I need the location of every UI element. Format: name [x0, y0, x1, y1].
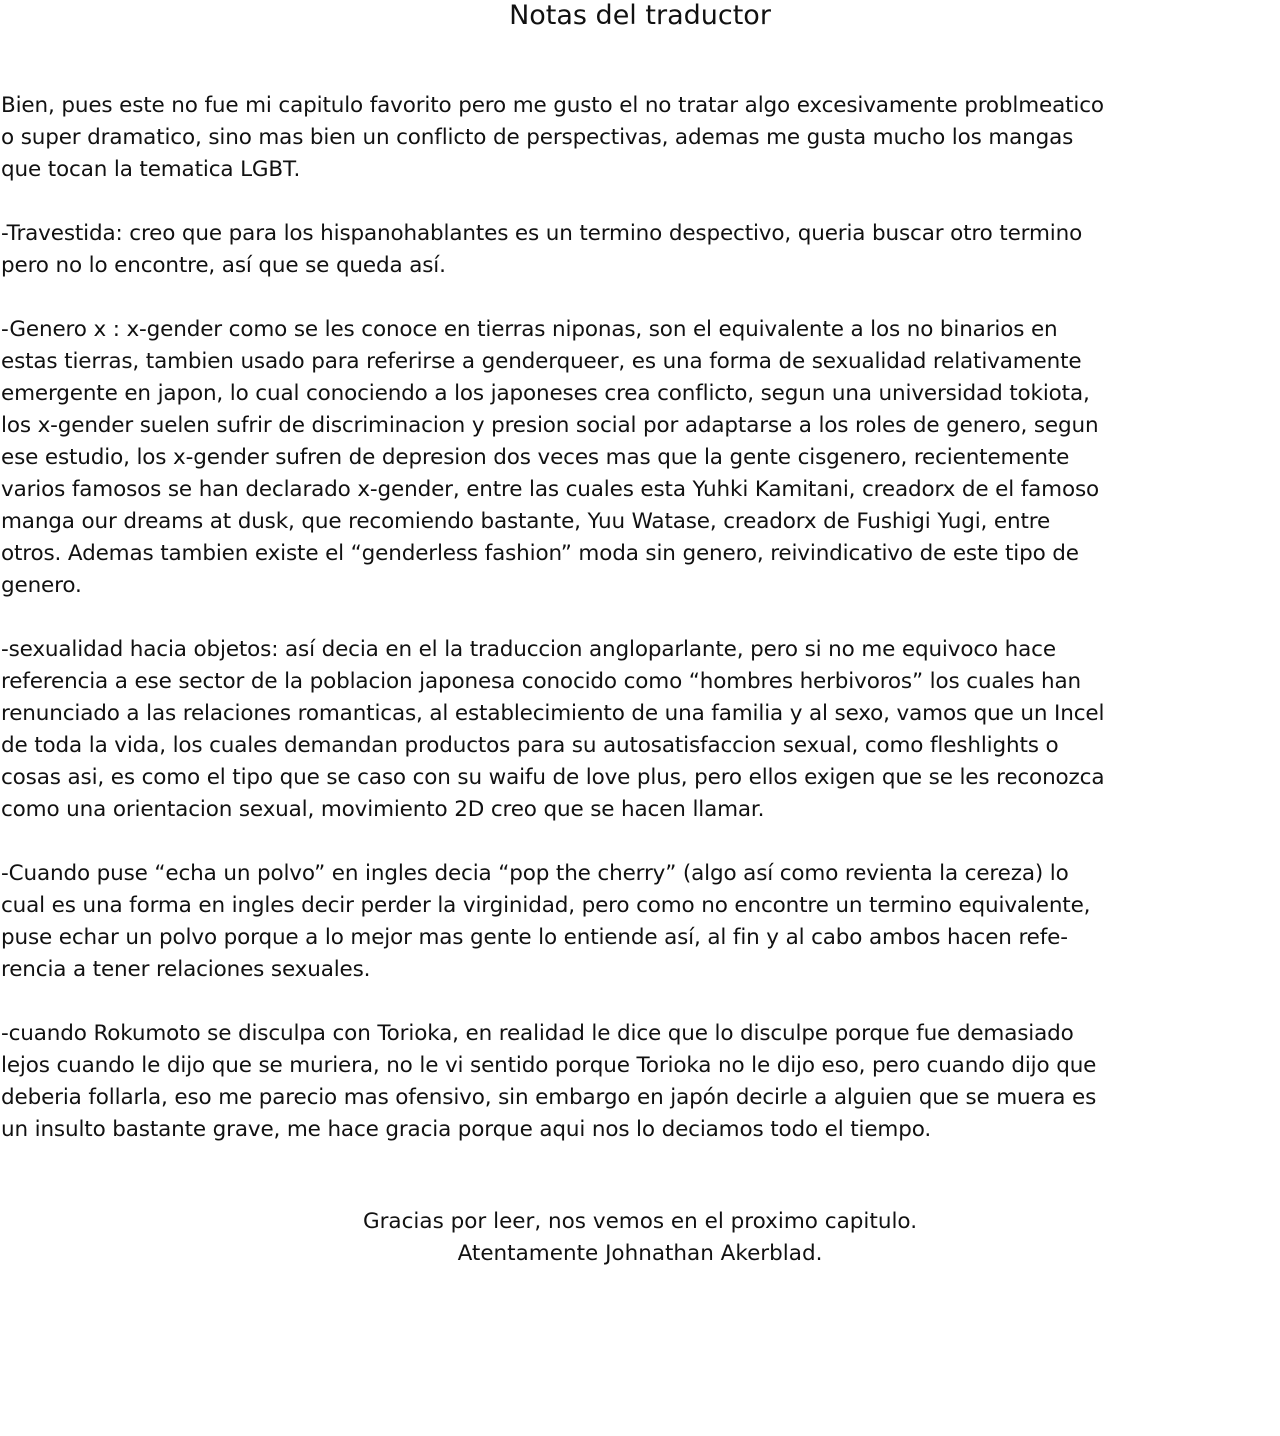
signoff-thanks: Gracias por leer, nos vemos en el proximo capitulo.: [362, 1209, 918, 1234]
paragraph-rokumoto: -cuando Rokumoto se disculpa con Torioka, en realidad le dice que lo disculpe porque fue demasiado lejos cuando le dijo que se muriera, no le vi sentido porque Torioka no le dijo eso, pero cuando dijo que deberia follarla, eso me parecio mas ofensivo, sin embargo en japón decirle a alguien que se muera es un insulto bastante grave, me hace gracia porque aqui nos lo deciamos todo el tiempo.: [1, 1021, 1097, 1142]
notes-body: [1, 90, 1275, 1178]
paragraph-genero-x: -Genero x : x-gender como se les conoce en tierras niponas, son el equivalente a los no binarios en estas tierras, tambien usado para referirse a genderqueer, es una forma de sexualidad relativamente emergente en japon, lo cual conociendo a los japoneses crea conflicto, segun una universidad tokiota, los x-gender suelen sufrir de discriminacion y presion social por adaptarse a los roles de genero, segun ese estudio, los x-gender sufren de depresion dos veces mas que la gente cisgenero, recientemente varios famosos se han declarado x-gender, entre las cuales esta Yuhki Kamitani, creadorx de el famoso manga our dreams at dusk, que recomiendo bastante, Yuu Watase, creadorx de Fushigi Yugi, entre otros. Ademas tambien existe el “genderless fashion” moda sin genero, reivindicativo de este tipo de genero.: [1, 317, 1100, 598]
signoff-signature: Atentamente Johnathan Akerblad.: [457, 1241, 823, 1266]
page-title: Notas del traductor: [509, 0, 771, 31]
paragraph-travestida: -Travestida: creo que para los hispanohablantes es un termino despectivo, queria buscar otro termino pero no lo encontre, así que se queda así.: [1, 221, 1083, 278]
paragraph-sexualidad-objetos: -sexualidad hacia objetos: así decia en el la traduccion angloparlante, pero si no me equivoco hace referencia a ese sector de la poblacion japonesa conocido como “hombres herbivoros” los cuales han renunciado a las relaciones romanticas, al establecimiento de una familia y al sexo, vamos que un Incel de toda la vida, los cuales demandan productos para su autosatisfaccion sexual, como fleshlights o cosas asi, es como el tipo que se caso con su waifu de love plus, pero ellos exigen que se les reconozca como una orientacion sexual, movimiento 2D creo que se hacen llamar.: [1, 637, 1105, 822]
signoff: [0, 1206, 1280, 1270]
paragraph-echa-un-polvo: -Cuando puse “echa un polvo” en ingles decia “pop the cherry” (algo así como revienta la cereza) lo cual es una forma en ingles decir perder la virginidad, pero como no encontre un termino equivalente, puse echar un polvo porque a lo mejor mas gente lo entiende así, al fin y al cabo ambos hacen refe- rencia a tener relaciones sexuales.: [1, 861, 1091, 982]
paragraph-intro: Bien, pues este no fue mi capitulo favorito pero me gusto el no tratar algo excesivamente problmeatico o super dramatico, sino mas bien un conflicto de perspectivas, ademas me gusta mucho los mangas que tocan la tematica LGBT.: [1, 93, 1104, 182]
